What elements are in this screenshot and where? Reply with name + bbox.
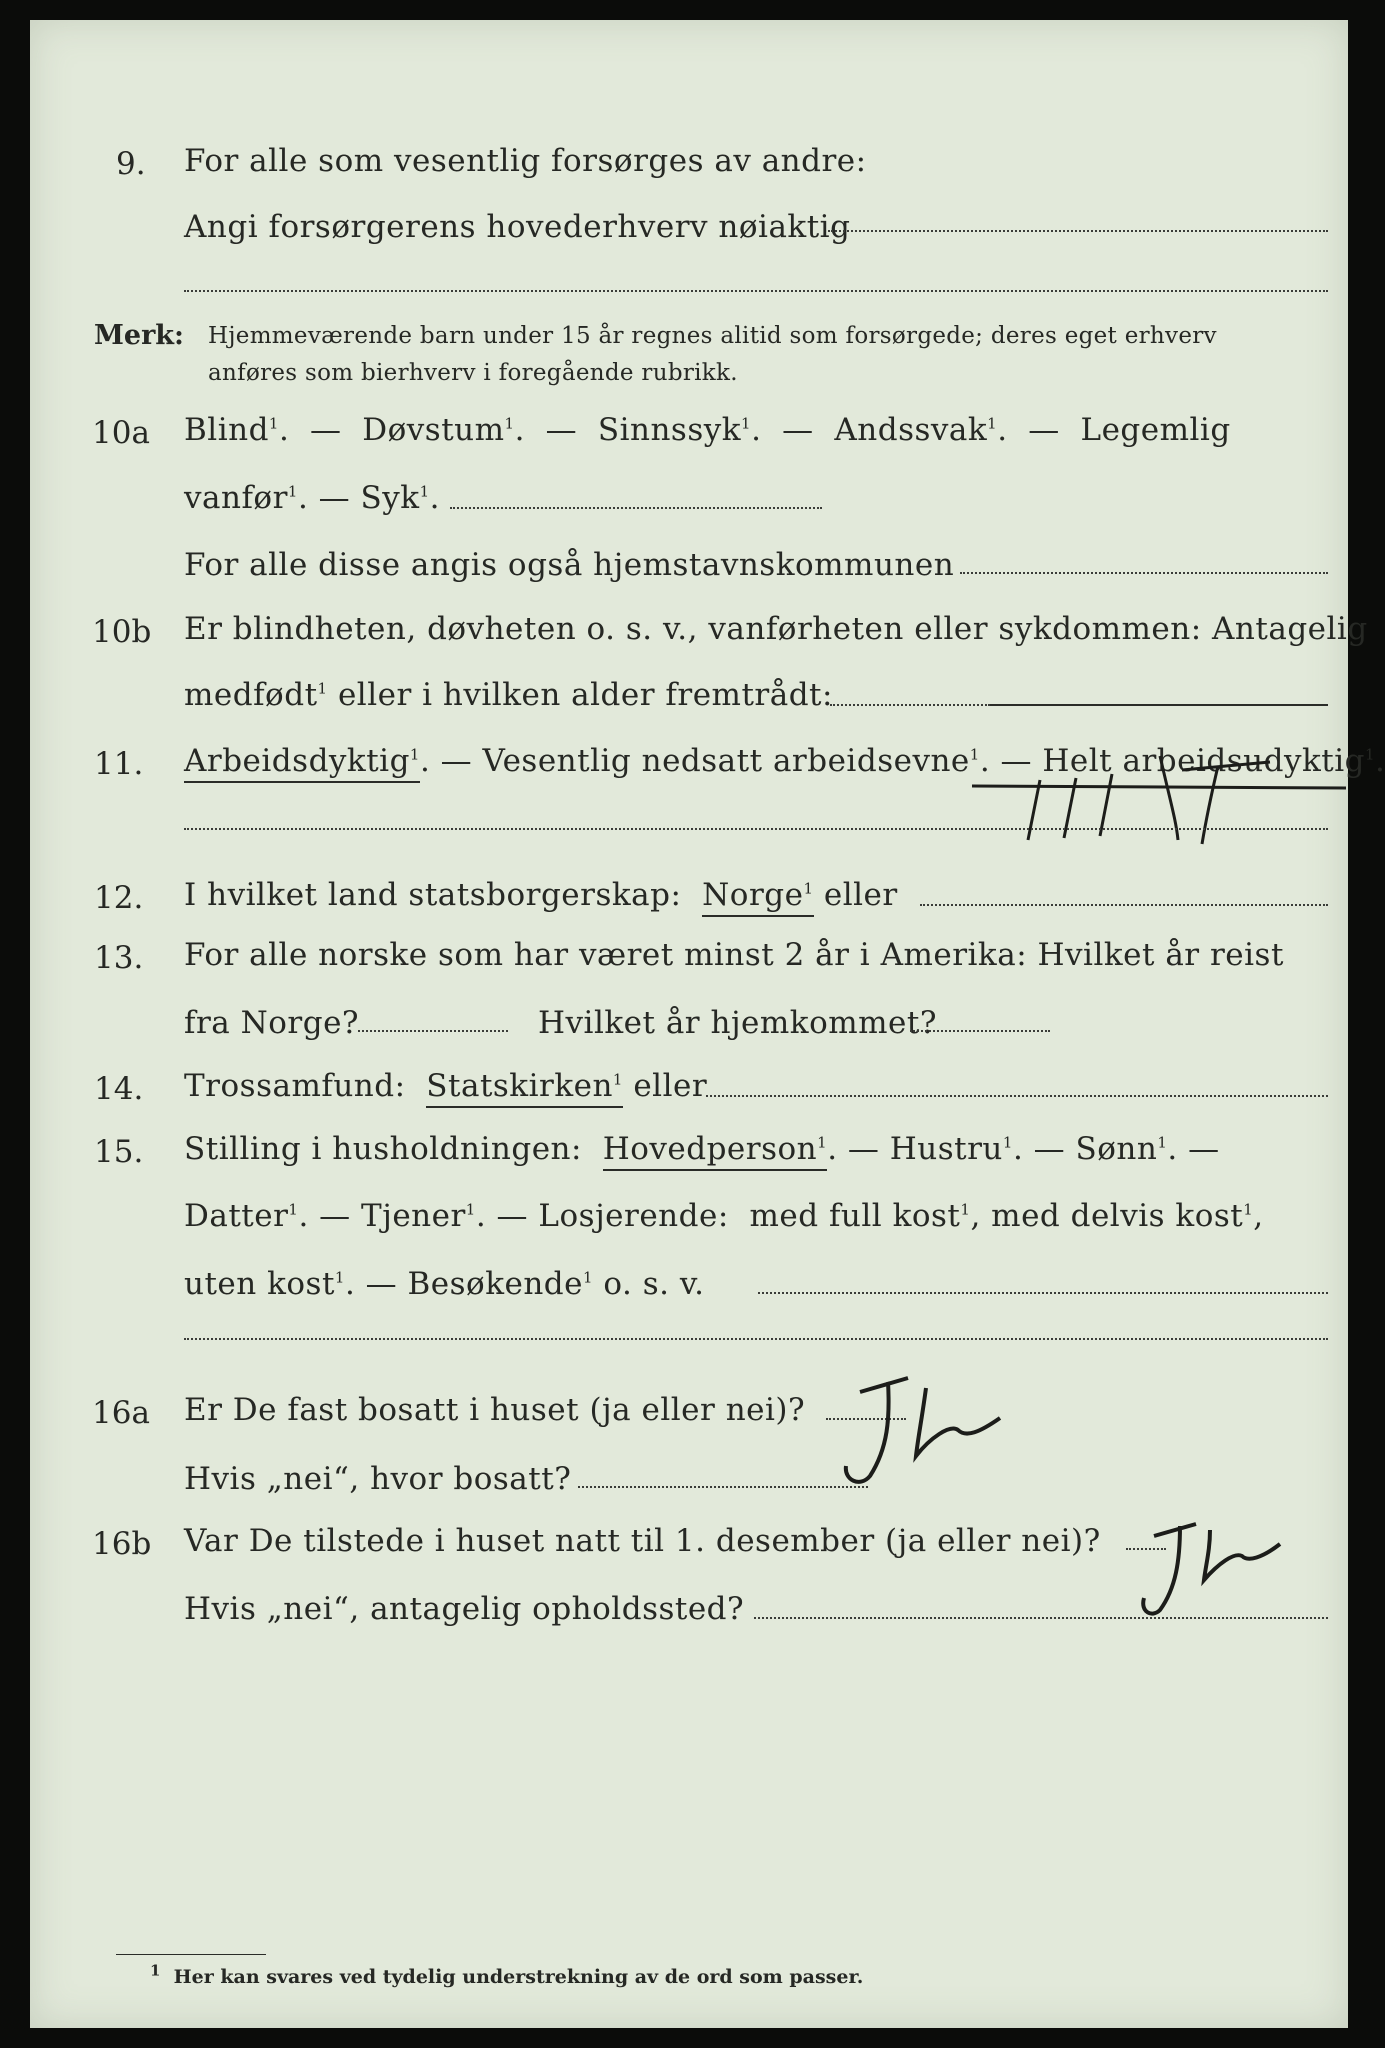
q13-number: 13. — [94, 940, 144, 976]
q10b-number: 10b — [92, 614, 152, 650]
q13-reist-line[interactable] — [358, 1030, 508, 1032]
q9-line2: Angi forsørgerens hovederhverv nøiaktig — [184, 209, 851, 245]
option-norge[interactable]: Norge$^1$ — [702, 877, 813, 917]
option-sonn[interactable]: Sønn$^1$ — [1075, 1131, 1168, 1167]
option-blind[interactable]: Blind$^1$ — [184, 412, 279, 448]
q15-line1: Stilling i husholdningen: Hovedperson$^1$. — Hustru$^1$. — Sønn$^1$. — — [184, 1131, 1220, 1167]
option-dovstum[interactable]: Døvstum$^1$ — [362, 412, 515, 448]
q14-answer-line[interactable] — [706, 1095, 1328, 1097]
footnote-rule — [116, 1954, 266, 1955]
q13-hjemkommet-line[interactable] — [910, 1030, 1050, 1032]
q10b-line2: medfødt$^1$ eller i hvilken alder fremtrådt: — [184, 677, 833, 713]
q9-number: 9. — [116, 146, 146, 182]
option-datter[interactable]: Datter$^1$ — [184, 1198, 299, 1234]
q9-answer-line-2[interactable] — [184, 290, 1328, 292]
q10b-answer-line[interactable] — [830, 704, 990, 706]
q10a-answer-line[interactable] — [450, 507, 822, 509]
q15-answer-line-2[interactable] — [184, 1338, 1328, 1340]
option-arbeidsdyktig[interactable]: Arbeidsdyktig$^1$ — [184, 743, 420, 783]
q15-line3: uten kost$^1$. — Besøkende$^1$ o. s. v. — [184, 1266, 705, 1302]
q14-line: Trossamfund: Statskirken$^1$ eller — [184, 1068, 707, 1104]
option-tjener[interactable]: Tjener$^1$ — [361, 1198, 476, 1234]
q10a-hjemstavn-line[interactable] — [960, 572, 1328, 574]
q13-line1: For alle norske som har været minst 2 år i Amerika: Hvilket år reist — [184, 937, 1284, 973]
q16b-line1: Var De tilstede i huset natt til 1. desember (ja eller nei)? — [184, 1523, 1101, 1559]
q15-line2: Datter$^1$. — Tjener$^1$. — Losjerende: med full kost$^1$, med delvis kost$^1$, — [184, 1198, 1264, 1234]
option-hustru[interactable]: Hustru$^1$ — [889, 1131, 1013, 1167]
q12-answer-line[interactable] — [920, 904, 1328, 906]
option-statskirken[interactable]: Statskirken$^1$ — [426, 1068, 623, 1108]
strikethrough-scribble — [970, 740, 1348, 850]
q16a-number: 16a — [92, 1395, 150, 1431]
q10a-line2: vanfør$^1$. — Syk$^1$. — [184, 480, 440, 516]
q13-hjemkommet: Hvilket år hjemkommet? — [538, 1005, 937, 1041]
q16b-opholdssted-line[interactable] — [754, 1617, 1328, 1619]
q14-number: 14. — [94, 1071, 144, 1107]
q16a-line1: Er De fast bosatt i huset (ja eller nei)? — [184, 1392, 806, 1428]
q15-number: 15. — [94, 1134, 144, 1170]
q13-fra-norge: fra Norge? — [184, 1005, 360, 1041]
footnote: $^1$ Her kan svares ved tydelig understrekning av de ord som passer. — [150, 1961, 864, 1988]
option-andssvak[interactable]: Andssvak$^1$ — [834, 412, 998, 448]
q9-line1: For alle som vesentlig forsørges av andre: — [184, 143, 867, 179]
option-full-kost[interactable]: med full kost$^1$ — [749, 1198, 971, 1234]
q16b-number: 16b — [92, 1526, 152, 1562]
q16a-bosatt-line[interactable] — [578, 1486, 868, 1488]
q10a-number: 10a — [92, 415, 150, 451]
option-helt-udyktig[interactable]: Helt arbeidsudyktig$^1$ — [1042, 743, 1376, 779]
handwritten-ja-answer-16b — [1130, 1500, 1330, 1630]
handwritten-ja-answer-16a — [830, 1368, 1030, 1498]
merk-label: Merk: — [94, 320, 184, 351]
q11-answer-line[interactable] — [184, 828, 1328, 830]
q15-answer-line[interactable] — [758, 1292, 1328, 1294]
option-syk[interactable]: Syk$^1$ — [360, 480, 430, 516]
option-uten-kost[interactable]: uten kost$^1$ — [184, 1266, 345, 1302]
q10b-line1: Er blindheten, døvheten o. s. v., vanførheten eller sykdommen: Antagelig — [184, 611, 1368, 647]
merk-line1: Hjemmeværende barn under 15 år regnes alitid som forsørgede; deres eget erhverv — [208, 323, 1217, 349]
q10b-answer-solid[interactable] — [990, 704, 1328, 706]
option-hovedperson[interactable]: Hovedperson$^1$ — [603, 1131, 828, 1171]
q10a-line1: Blind$^1$. — Døvstum$^1$. — Sinnssyk$^1$. — Andssvak$^1$. — Legemlig — [184, 412, 1231, 448]
option-legemlig[interactable]: Legemlig — [1080, 412, 1231, 448]
option-nedsatt[interactable]: Vesentlig nedsatt arbeidsevne$^1$ — [482, 743, 980, 779]
q11-line: Arbeidsdyktig$^1$. — Vesentlig nedsatt arbeidsevne$^1$. — Helt arbeidsudyktig$^1$. — [184, 743, 1385, 779]
q11-number: 11. — [94, 746, 144, 782]
q16b-line2: Hvis „nei“, antagelig opholdssted? — [184, 1591, 745, 1627]
q12-number: 12. — [94, 880, 144, 916]
q10a-line3: For alle disse angis også hjemstavnskommunen — [184, 547, 955, 583]
option-medfodt[interactable]: medfødt$^1$ — [184, 677, 328, 713]
option-vanfor[interactable]: vanfør$^1$ — [184, 480, 298, 516]
option-sinnssyk[interactable]: Sinnssyk$^1$ — [597, 412, 752, 448]
option-besokende[interactable]: Besøkende$^1$ — [407, 1266, 594, 1302]
q9-answer-line[interactable] — [828, 230, 1328, 232]
option-delvis-kost[interactable]: med delvis kost$^1$ — [991, 1198, 1254, 1234]
census-form-page — [30, 20, 1385, 2028]
merk-line2: anføres som bierhverv i foregående rubrikk. — [208, 360, 738, 386]
q16a-line2: Hvis „nei“, hvor bosatt? — [184, 1461, 572, 1497]
q12-line: I hvilket land statsborgerskap: Norge$^1$ eller — [184, 877, 898, 913]
